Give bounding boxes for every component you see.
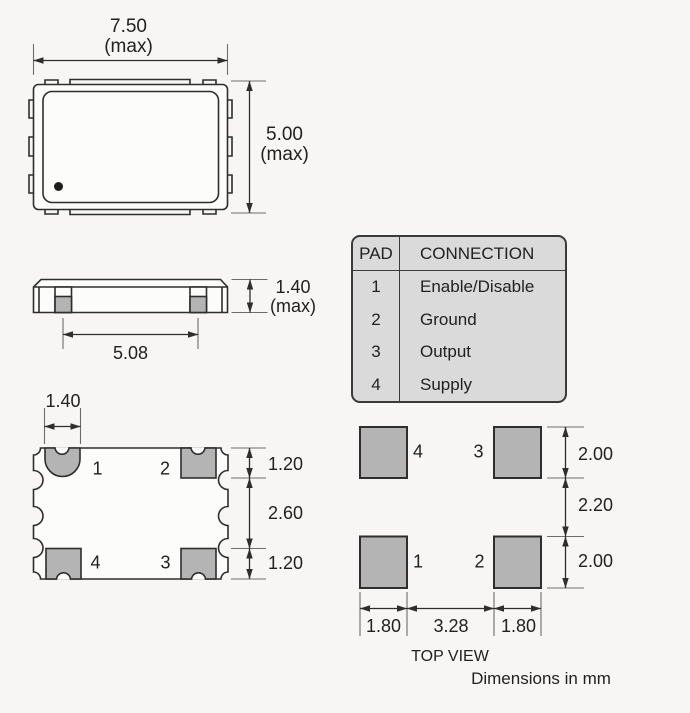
dim-land-pad-height-top: 2.00 — [578, 444, 614, 464]
bottom-view-pad-1-label: 1 — [92, 458, 103, 479]
dim-land-horizontal-gap: 3.28 — [433, 616, 469, 636]
dim-package-width — [104, 17, 153, 57]
side-view-outline — [34, 280, 228, 313]
bottom-view-pad-4-label: 4 — [90, 552, 101, 573]
land-pattern-caption: TOP VIEW — [411, 648, 489, 665]
dim-package-width-qualifier: (max) — [104, 36, 153, 57]
side-pad-left — [55, 297, 72, 313]
bottom-view-pad-3-label: 3 — [160, 552, 171, 573]
dim-bottom-edge-top: 1.20 — [268, 454, 304, 474]
table-header-connection: CONNECTION — [400, 237, 565, 271]
dim-bottom-pad-gap: 2.60 — [268, 503, 304, 523]
land-pad-2 — [494, 537, 541, 589]
table-row-4-pad: 4 — [353, 369, 400, 402]
dim-package-height-value: 5.00 — [266, 124, 303, 145]
table-row-1-connection: Enable/Disable — [420, 277, 535, 297]
land-pad-4 — [360, 427, 407, 478]
table-row-2-pad: 2 — [353, 304, 400, 337]
land-pad-3 — [494, 427, 541, 478]
bottom-view-pad-2-label: 2 — [159, 458, 171, 479]
table-row-2-connection: Ground — [420, 309, 477, 329]
dim-bottom-pad-width: 1.40 — [45, 391, 81, 411]
dimensions-note: Dimensions in mm — [471, 669, 611, 688]
table-row-1-pad: 1 — [353, 271, 400, 304]
land-pattern-pads — [360, 427, 541, 588]
dim-package-height-qualifier: (max) — [260, 144, 309, 165]
pad-connection-table — [351, 235, 567, 403]
bottom-view-outline — [34, 447, 229, 580]
land-pad-1 — [360, 537, 407, 589]
dim-land-pad-width-right: 1.80 — [500, 616, 537, 636]
dim-bottom-edge-bottom: 1.20 — [268, 553, 304, 573]
dim-package-thickness-value: 1.40 — [275, 277, 311, 297]
table-row-3-pad: 3 — [353, 336, 400, 369]
dim-land-pad-height-bottom: 2.00 — [578, 551, 614, 571]
table-row-3-connection: Output — [420, 342, 472, 362]
dim-package-height — [260, 125, 309, 165]
table-row-4-connection: Supply — [420, 374, 472, 394]
land-pad-3-label: 3 — [473, 441, 484, 462]
dim-land-pad-width-left: 1.80 — [365, 616, 402, 636]
top-view-outline — [29, 80, 232, 215]
dim-package-width-value: 7.50 — [110, 16, 147, 37]
table-header-pad: PAD — [353, 237, 400, 271]
dim-pad-spacing: 5.08 — [112, 343, 149, 363]
side-pad-right — [190, 297, 207, 313]
dim-package-thickness — [270, 278, 316, 317]
land-pad-1-label: 1 — [412, 551, 424, 572]
dim-package-thickness-qualifier: (max) — [270, 296, 316, 317]
land-pad-2-label: 2 — [474, 551, 485, 572]
pin1-indicator-dot — [54, 182, 63, 191]
dim-land-vertical-gap: 2.20 — [578, 495, 614, 515]
land-pad-4-label: 4 — [412, 441, 424, 462]
